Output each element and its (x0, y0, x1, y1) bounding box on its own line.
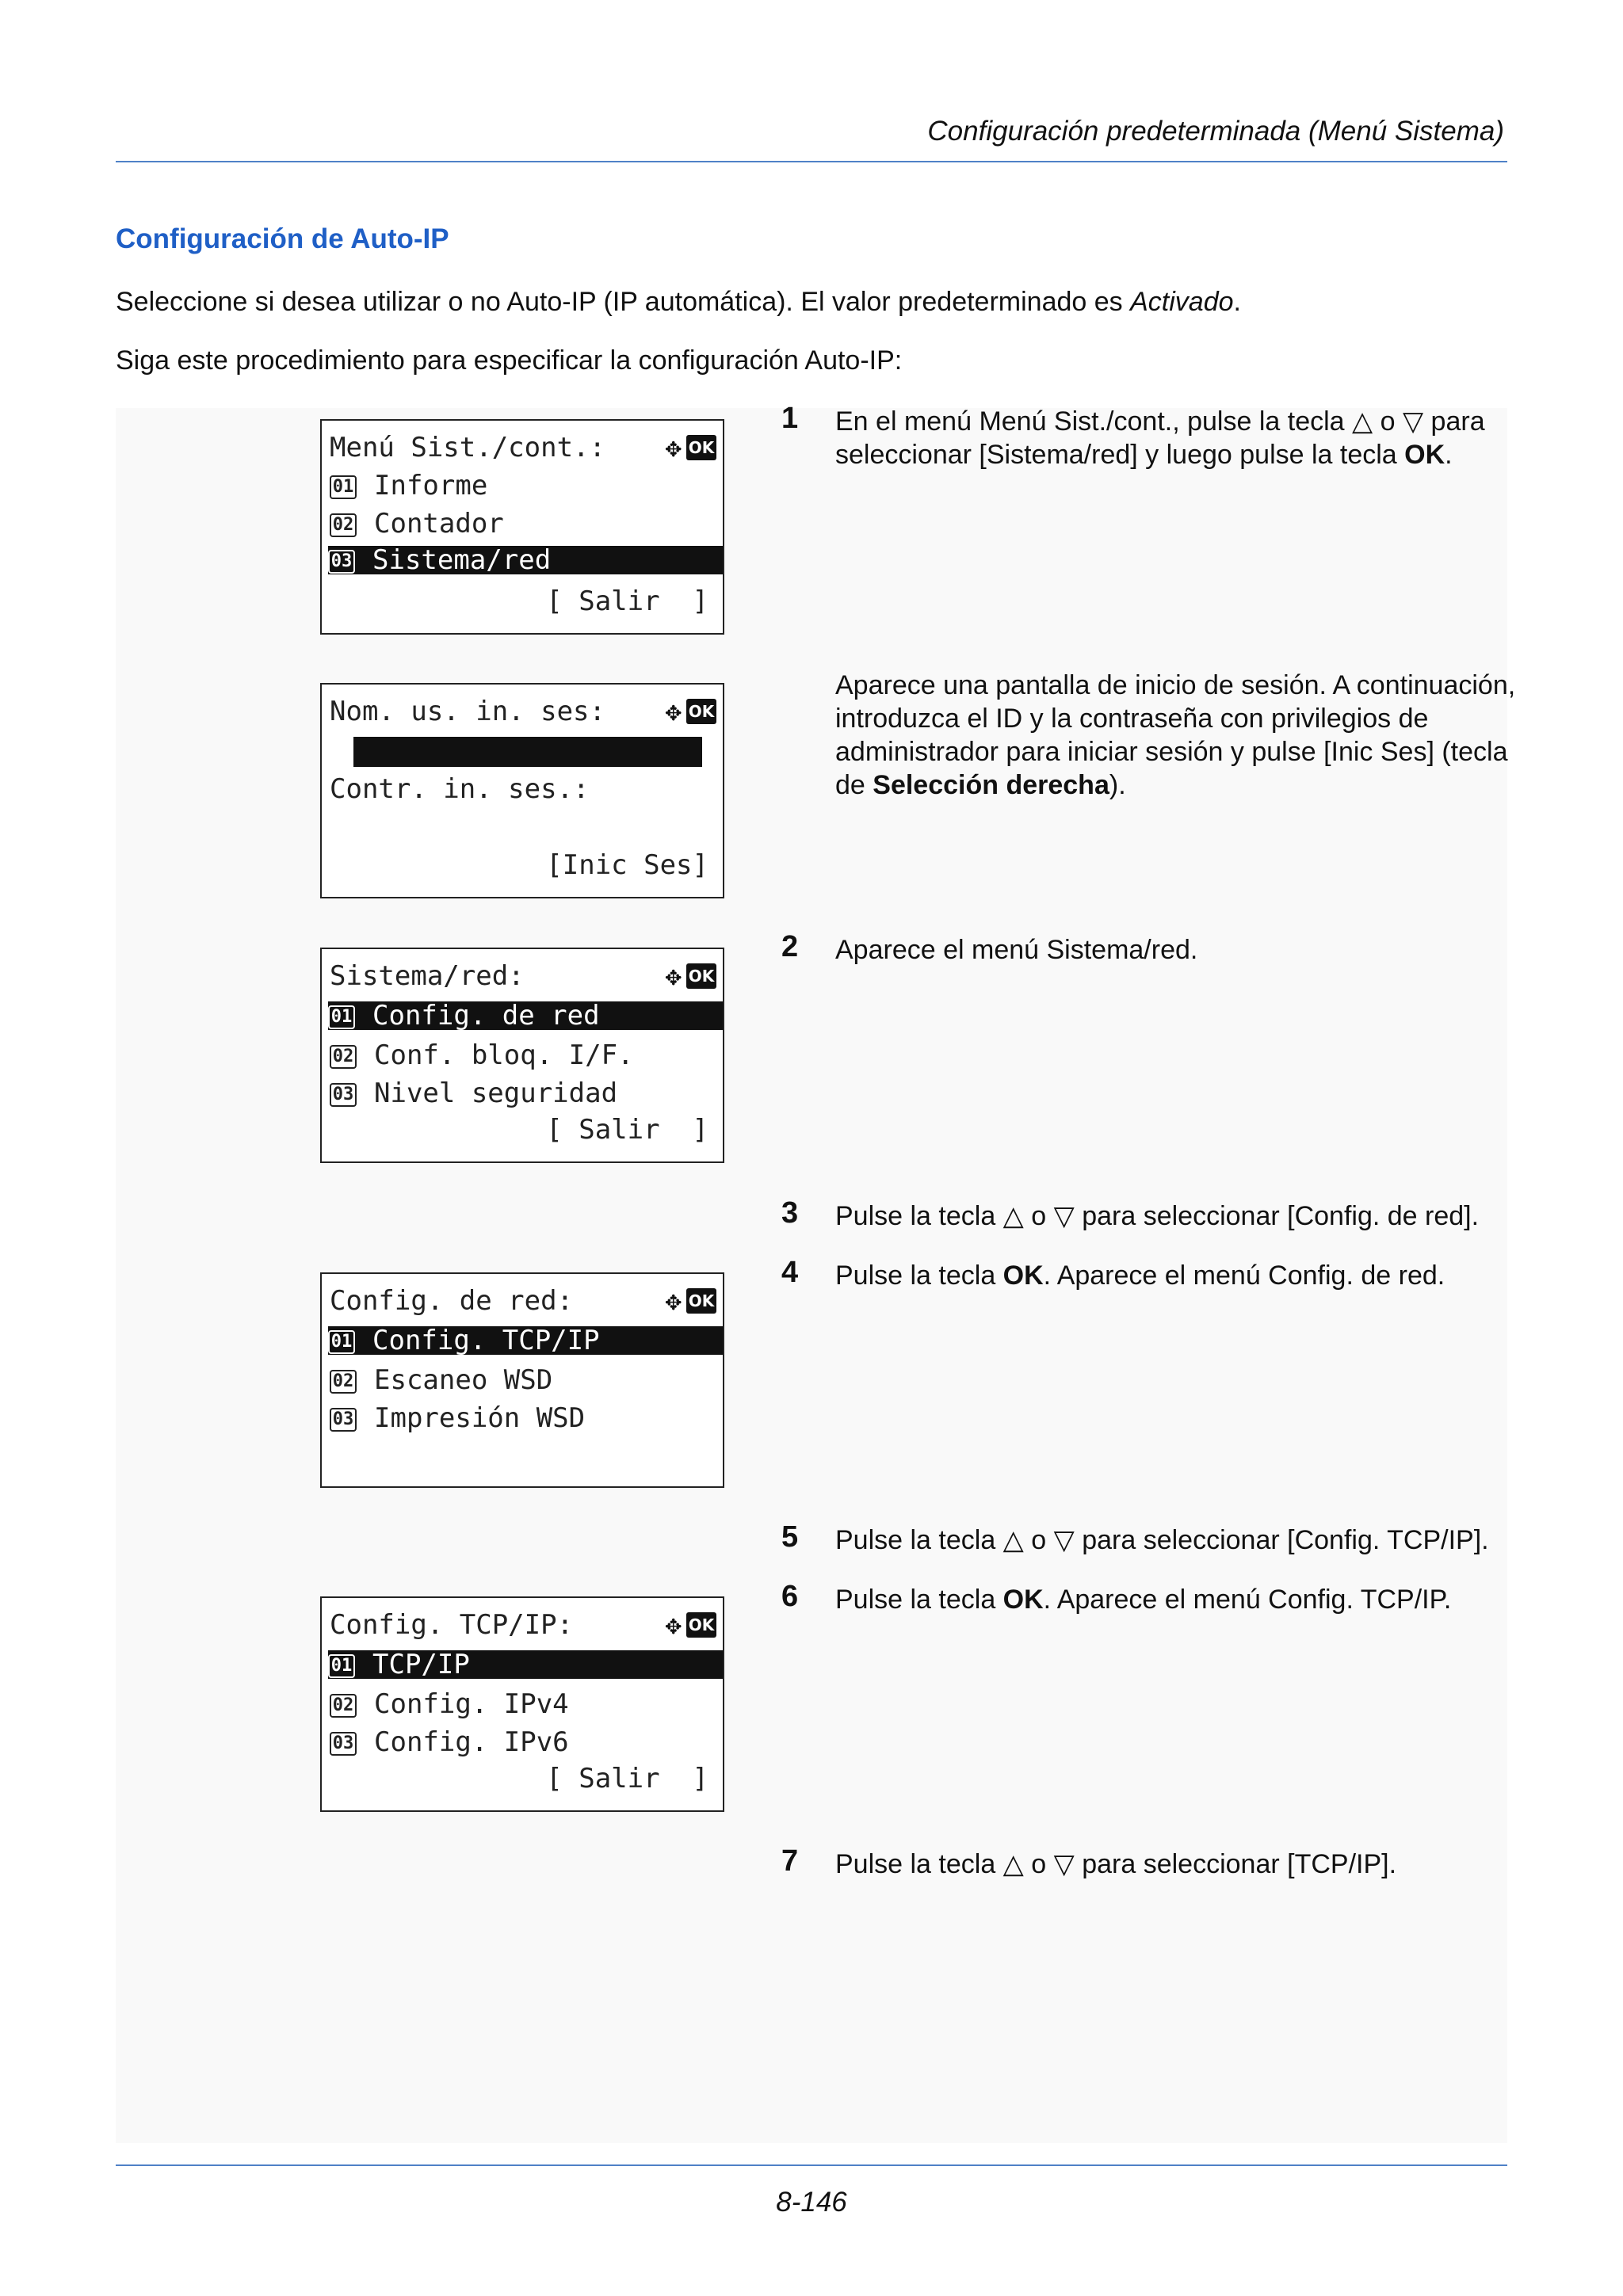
ok-key-icon: OK (686, 963, 716, 989)
lcd-screen-system-menu (320, 419, 724, 635)
lcd-menu-item-selected (328, 1326, 723, 1355)
lcd-item-label: Conf. bloq. I/F. (374, 1039, 634, 1071)
step-text: En el menú Menú Sist./cont., pulse la tecla △ o ▽ para seleccionar [Sistema/red] y luego pulse la tecla OK. (835, 406, 1485, 470)
item-number-icon: 02 (330, 1694, 357, 1718)
four-way-arrow-icon: ✥ (665, 960, 682, 992)
lcd-title: Config. de red: (330, 1285, 574, 1317)
step-text: Aparece una pantalla de inicio de sesión. A continuación, introduzca el ID y la contraseña con privilegios de administrador para iniciar sesión y pulse [Inic Ses] (tecla de Selección derecha). (835, 670, 1516, 800)
lcd-menu-item (330, 470, 723, 502)
lcd-menu-item (330, 1364, 723, 1396)
step-text: Pulse la tecla △ o ▽ para seleccionar [TCP/IP]. (835, 1849, 1397, 1879)
item-number-icon: 02 (330, 1045, 357, 1069)
lcd-screen-system-network (320, 948, 724, 1163)
item-number-icon: 03 (330, 1083, 357, 1107)
step-number: 3 (781, 1196, 799, 1230)
four-way-arrow-icon: ✥ (665, 696, 682, 727)
ok-key-icon: OK (686, 1612, 716, 1638)
item-number-icon: 03 (328, 550, 355, 574)
lcd-title-icons (666, 962, 716, 990)
item-number-icon: 02 (330, 513, 357, 537)
lcd-item-label: Config. TCP/IP (372, 1325, 600, 1356)
step-number: 1 (781, 402, 799, 435)
lcd-menu-item-selected (328, 1001, 723, 1030)
four-way-arrow-icon: ✥ (665, 1609, 682, 1641)
lcd-menu-item (330, 1688, 723, 1720)
lcd-menu-item (330, 1077, 723, 1109)
lcd-title-icons (666, 1287, 716, 1315)
footer-rule (116, 2164, 1507, 2166)
lcd-menu-item (330, 1039, 723, 1071)
section-title: Configuración de Auto-IP (116, 223, 449, 254)
lcd-title: Nom. us. in. ses: (330, 696, 605, 727)
lcd-screen-tcpip-config (320, 1596, 724, 1812)
step-number: 5 (781, 1520, 799, 1554)
lcd-title: Menú Sist./cont.: (330, 432, 605, 463)
step-text: Pulse la tecla OK. Aparece el menú Config. de red. (835, 1261, 1445, 1291)
lcd-softkey-exit: [ Salir ] (546, 1114, 708, 1146)
lcd-item-label: Nivel seguridad (374, 1077, 618, 1109)
step-number: 2 (781, 930, 799, 963)
lcd-title-icons (666, 697, 716, 726)
procedure-intro: Siga este procedimiento para especificar la configuración Auto-IP: (116, 345, 903, 376)
item-number-icon: 01 (328, 1330, 355, 1354)
step-text: Pulse la tecla OK. Aparece el menú Config. TCP/IP. (835, 1585, 1452, 1615)
lcd-item-label: Escaneo WSD (374, 1364, 553, 1396)
step-number: 6 (781, 1580, 799, 1613)
ok-key-icon: OK (686, 435, 716, 460)
lcd-menu-item-selected (328, 546, 723, 574)
header-rule (116, 161, 1507, 162)
ok-key-icon: OK (686, 1288, 716, 1314)
ok-key-icon: OK (686, 699, 716, 724)
lcd-item-label: Informe (374, 470, 488, 502)
step-text: Pulse la tecla △ o ▽ para seleccionar [Config. TCP/IP]. (835, 1525, 1489, 1555)
lcd-item-label: Config. de red (372, 1000, 600, 1032)
lcd-menu-item-selected (328, 1650, 723, 1679)
lcd-title-icons (666, 433, 716, 462)
default-value-text: Activado (1130, 287, 1234, 317)
intro-period: . (1233, 287, 1241, 317)
item-number-icon: 01 (330, 475, 357, 499)
lcd-password-label: Contr. in. ses.: (330, 773, 590, 805)
lcd-title: Config. TCP/IP: (330, 1609, 574, 1641)
four-way-arrow-icon: ✥ (665, 1285, 682, 1317)
intro-paragraph (116, 287, 1241, 318)
lcd-title: Sistema/red: (330, 960, 525, 992)
item-number-icon: 03 (330, 1408, 357, 1432)
lcd-title-icons (666, 1611, 716, 1639)
item-number-icon: 02 (330, 1370, 357, 1394)
lcd-menu-item (330, 1402, 723, 1434)
page-header-title: Configuración predeterminada (Menú Sistema) (927, 116, 1504, 147)
lcd-item-label: Config. IPv6 (374, 1726, 569, 1758)
username-input (353, 737, 702, 767)
lcd-softkey-login: [Inic Ses] (546, 849, 708, 881)
item-number-icon: 01 (328, 1654, 355, 1678)
lcd-item-label: Contador (374, 508, 504, 540)
lcd-menu-item (330, 508, 723, 540)
lcd-menu-item (330, 1726, 723, 1758)
lcd-item-label: Config. IPv4 (374, 1688, 569, 1720)
lcd-item-label: Impresión WSD (374, 1402, 586, 1434)
step-text: Aparece el menú Sistema/red. (835, 935, 1198, 965)
lcd-item-label: Sistema/red (372, 544, 552, 576)
four-way-arrow-icon: ✥ (665, 432, 682, 463)
intro-text: Seleccione si desea utilizar o no Auto-IP (IP automática). El valor predeterminado es (116, 287, 1131, 317)
step-number: 4 (781, 1256, 799, 1289)
item-number-icon: 03 (330, 1732, 357, 1756)
item-number-icon: 01 (328, 1005, 355, 1029)
page-number: 8-146 (776, 2187, 847, 2218)
step-number: 7 (781, 1844, 799, 1878)
lcd-item-label: TCP/IP (372, 1649, 470, 1680)
lcd-screen-login (320, 683, 724, 898)
lcd-softkey-exit: [ Salir ] (546, 585, 708, 617)
lcd-softkey-exit: [ Salir ] (546, 1763, 708, 1794)
lcd-screen-network-config (320, 1272, 724, 1488)
step-text: Pulse la tecla △ o ▽ para seleccionar [Config. de red]. (835, 1201, 1480, 1231)
